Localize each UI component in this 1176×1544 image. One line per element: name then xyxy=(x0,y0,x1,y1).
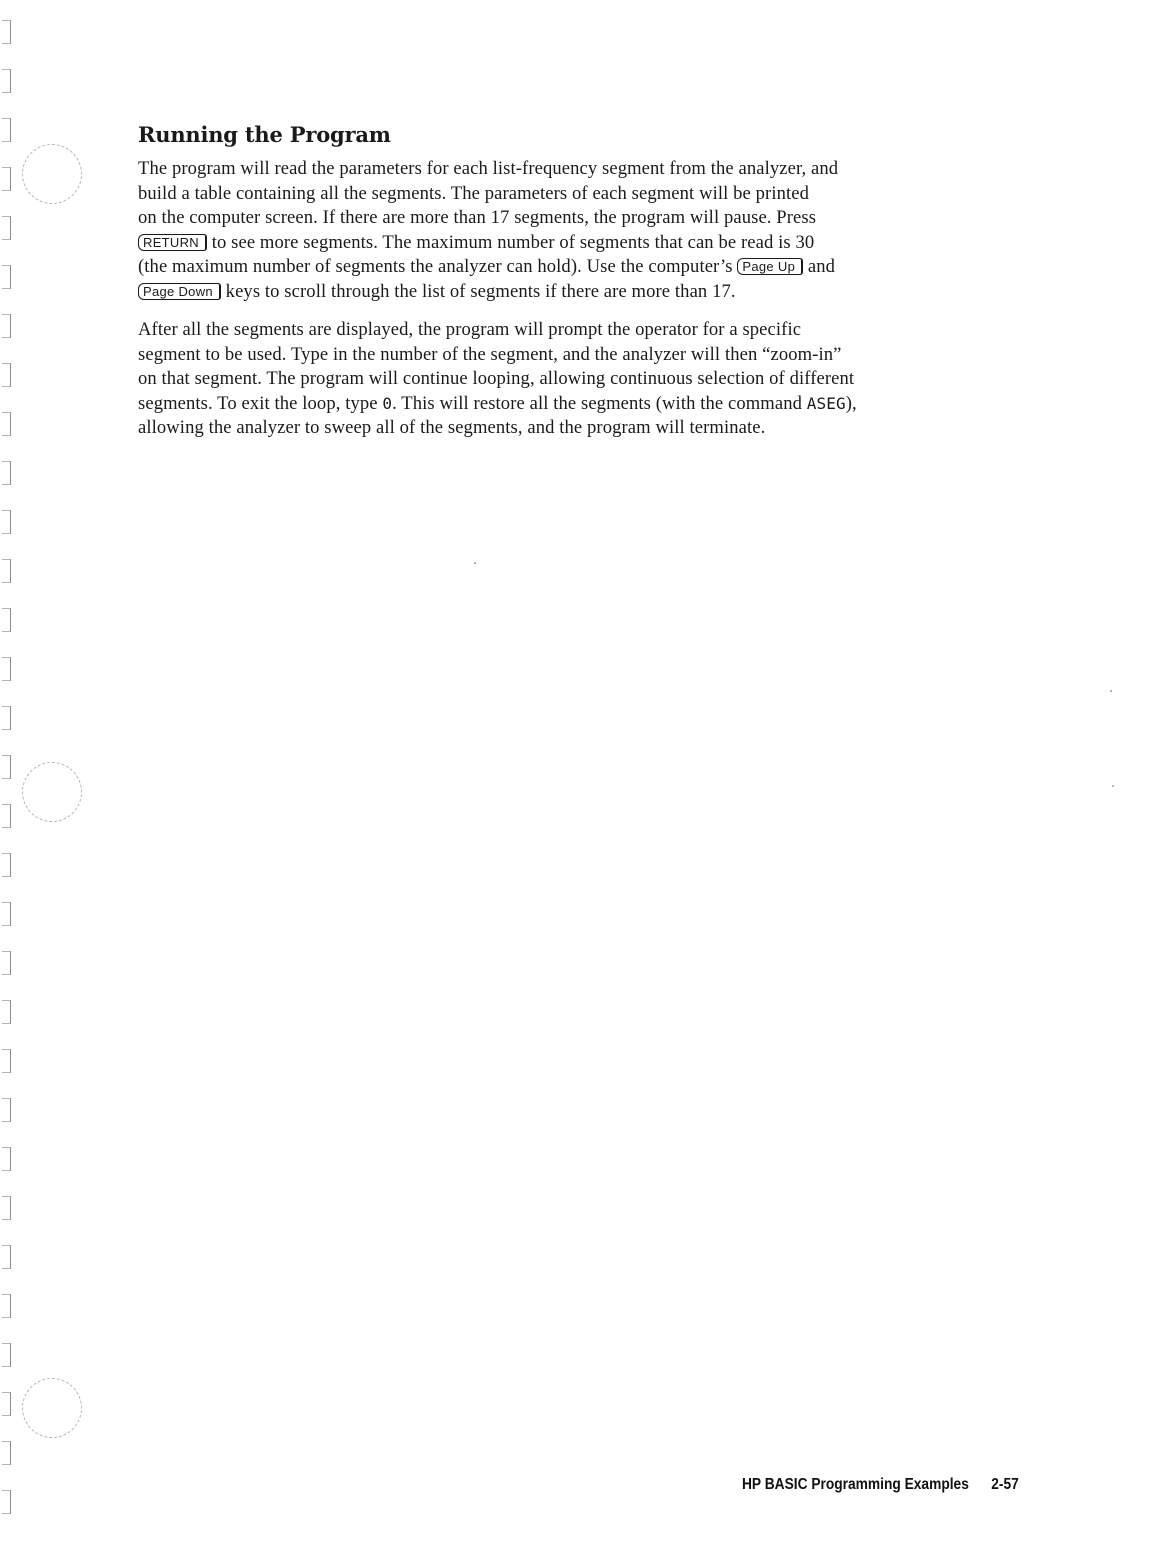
binding-mark xyxy=(2,1392,11,1416)
page-number: 2-57 xyxy=(991,1476,1019,1493)
punch-hole-bottom xyxy=(22,1378,82,1438)
binding-mark xyxy=(2,1245,11,1269)
binding-mark xyxy=(2,755,11,779)
scan-speck xyxy=(1110,690,1112,692)
binding-mark xyxy=(2,1098,11,1122)
text-fragment: segments. To exit the loop, type xyxy=(138,392,383,414)
scan-speck xyxy=(1112,785,1114,787)
punch-hole-top xyxy=(22,144,82,204)
binding-mark xyxy=(2,1147,11,1171)
paragraph-running xyxy=(138,157,1038,304)
binding-mark xyxy=(2,461,11,485)
binding-mark xyxy=(2,608,11,632)
scan-speck xyxy=(474,562,476,564)
binding-mark xyxy=(2,1000,11,1024)
binding-mark xyxy=(2,118,11,142)
text-line: build a table containing all the segments. The parameters of each segment will be printed xyxy=(138,182,810,204)
binding-mark xyxy=(2,167,11,191)
binding-mark xyxy=(2,853,11,877)
binding-mark xyxy=(2,314,11,338)
binding-mark xyxy=(2,559,11,583)
binding-mark xyxy=(2,1490,11,1514)
binding-mark xyxy=(2,1196,11,1220)
binding-mark xyxy=(2,1343,11,1367)
binding-edge xyxy=(0,20,14,1540)
text-line: allowing the analyzer to sweep all of the segments, and the program will terminate. xyxy=(138,417,766,438)
binding-mark xyxy=(2,265,11,289)
footer-title: HP BASIC Programming Examples xyxy=(742,1476,969,1493)
paragraph-prompt xyxy=(138,318,1038,441)
code-zero: 0 xyxy=(382,393,393,413)
binding-mark xyxy=(2,1294,11,1318)
text-line: on the computer screen. If there are more than 17 segments, the program will pause. Press xyxy=(138,207,817,228)
page-footer xyxy=(742,1476,1019,1494)
binding-mark xyxy=(2,804,11,828)
binding-mark xyxy=(2,706,11,730)
binding-mark xyxy=(2,510,11,534)
text-line: The program will read the parameters for each list-frequency segment from the analyzer, and xyxy=(138,158,839,179)
binding-mark xyxy=(2,216,11,240)
page-up-key-icon: Page Up xyxy=(737,258,803,275)
text-fragment: ), xyxy=(845,392,857,414)
return-key-icon: RETURN xyxy=(138,234,207,251)
code-command-aseg: ASEG xyxy=(806,393,846,413)
binding-mark xyxy=(2,902,11,926)
text-fragment: . This will restore all the segments (with the command xyxy=(392,392,807,414)
section-title: Running the Program xyxy=(138,122,391,147)
binding-mark xyxy=(2,1049,11,1073)
text-fragment: keys to scroll through the list of segments if there are more than 17. xyxy=(220,280,736,302)
binding-mark xyxy=(2,69,11,93)
binding-mark xyxy=(2,951,11,975)
binding-mark xyxy=(2,657,11,681)
punch-hole-middle xyxy=(22,762,82,822)
text-line xyxy=(138,280,1038,305)
binding-mark xyxy=(2,20,11,44)
text-fragment: (the maximum number of segments the analyzer can hold). Use the computer’s xyxy=(138,256,738,277)
text-line xyxy=(138,231,1038,256)
text-line: on that segment. The program will continue looping, allowing continuous selection of different xyxy=(138,368,855,389)
text-fragment: to see more segments. The maximum number of segments that can be read is 30 xyxy=(206,231,815,253)
text-line xyxy=(138,392,1038,417)
binding-mark xyxy=(2,1441,11,1465)
text-line: After all the segments are displayed, the program will prompt the operator for a specific xyxy=(138,319,802,340)
binding-mark xyxy=(2,363,11,387)
text-line xyxy=(138,255,1038,280)
main-content xyxy=(138,122,1038,455)
binding-mark xyxy=(2,412,11,436)
page-down-key-icon: Page Down xyxy=(138,283,221,300)
text-fragment: and xyxy=(803,256,836,277)
text-line: segment to be used. Type in the number of the segment, and the analyzer will then “zoom-in” xyxy=(138,343,842,365)
